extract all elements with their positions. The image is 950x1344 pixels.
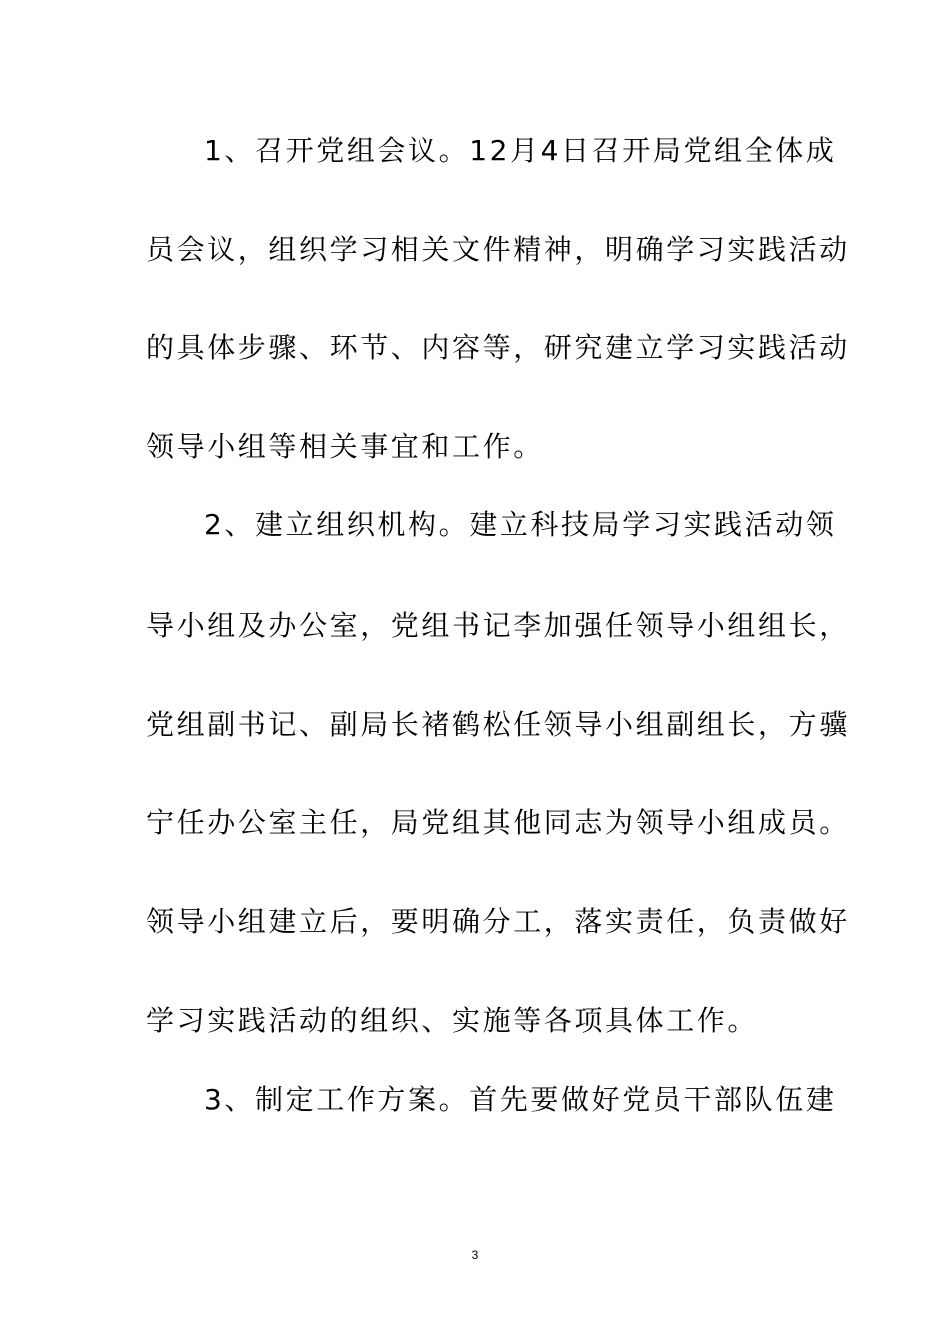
paragraph-1-line-4: 领导小组等相关事宜和工作。 [146, 430, 544, 463]
paragraph-2-line-4: 宁任办公室主任，局党组其他同志为领导小组成员。 [146, 806, 850, 839]
page-number: 3 [471, 1248, 479, 1262]
paragraph-3-line-1: 3、制定工作方案。首先要做好党员干部队伍建 [204, 1083, 837, 1116]
paragraph-2-line-5: 领导小组建立后，要明确分工，落实责任，负责做好 [146, 905, 850, 938]
paragraph-2-line-1: 2、建立组织机构。建立科技局学习实践活动领 [204, 508, 837, 541]
paragraph-1-line-3: 的具体步骤、环节、内容等，研究建立学习实践活动 [146, 331, 850, 364]
paragraph-1-line-1: 1、召开党组会议。12月4日召开局党组全体成 [204, 134, 837, 167]
paragraph-1-line-2: 员会议，组织学习相关文件精神，明确学习实践活动 [146, 233, 850, 266]
paragraph-2-line-3: 党组副书记、副局长褚鹤松任领导小组副组长，方骥 [146, 708, 850, 741]
paragraph-2-line-2: 导小组及办公室，党组书记李加强任领导小组组长， [146, 609, 850, 642]
paragraph-2-line-6: 学习实践活动的组织、实施等各项具体工作。 [146, 1004, 759, 1037]
